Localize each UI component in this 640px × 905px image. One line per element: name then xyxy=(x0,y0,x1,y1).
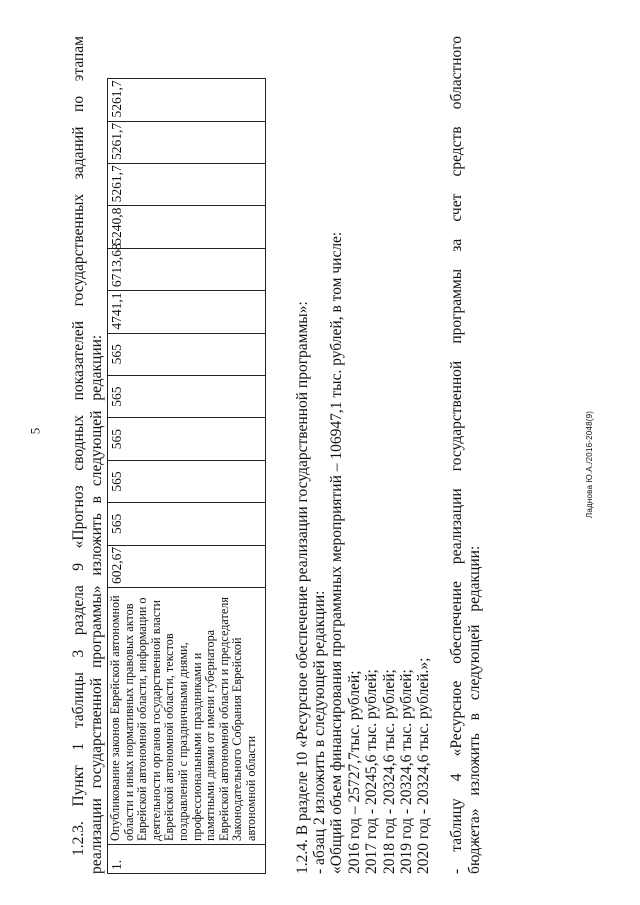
section-resources xyxy=(294,36,433,874)
table-cell: 5240,8 xyxy=(108,206,266,248)
table-cell: 6713,68 xyxy=(108,248,266,290)
document-code: Ладнова Ю.А./2016-2048(9) xyxy=(585,410,595,519)
table-cell: 565 xyxy=(108,333,266,375)
table-cell: 602,67 xyxy=(108,545,266,587)
year-line: 2017 год - 20245,6 тыс. рублей; xyxy=(363,669,381,874)
table-cell: 5261,7 xyxy=(108,79,266,122)
section-heading: 1.2.4. В разделе 10 «Ресурсное обеспечение реализации государственной программы»: xyxy=(293,301,311,874)
row-description: Опубликование законов Еврейской автономной области и иных нормативных правовых актов Еврейской автономной области, информации о деятельности органов государственной власти Еврейской автономной области, текстов поздравлений с праздничными днями, профессиональными праздниками и памятными днями от имени губернатора Еврейской автономной области и председателя Законодательного Собрания Еврейской автономной области xyxy=(108,588,266,845)
year-line: 2016 год – 25727,7тыс. рублей; xyxy=(345,670,363,874)
year-line: 2019 год - 20324,6 тыс. рублей; xyxy=(397,669,415,874)
table-cell: 565 xyxy=(108,418,266,460)
table-cell: 565 xyxy=(108,503,266,545)
table-cell: 565 xyxy=(108,375,266,417)
table4-paragraph: - таблицу 4 «Ресурсное обеспечение реализации государственной программы за счет средств областного бюджета» изложить в следующей редакции: xyxy=(448,36,483,874)
section-subitem: - абзац 2 изложить в следующей редакции: xyxy=(310,590,328,874)
year-line: 2020 год - 20324,6 тыс. рублей.»; xyxy=(415,657,433,874)
intro-paragraph: 1.2.3. Пункт 1 таблицы 3 раздела 9 «Прогноз сводных показателей государственных заданий по этапам реализации государственной программы» изложить в следующей редакции: xyxy=(70,36,105,874)
table-cell: 5261,7 xyxy=(108,163,266,205)
table-row xyxy=(108,79,266,874)
table-cell: 565 xyxy=(108,460,266,502)
rotated-document-body xyxy=(70,36,540,874)
indicators-table xyxy=(107,78,266,874)
table-cell: 5261,7 xyxy=(108,121,266,163)
table-cell: 4741,1 xyxy=(108,291,266,333)
year-line: 2018 год - 20324,6 тыс. рублей; xyxy=(380,669,398,874)
page-number: 5 xyxy=(27,427,43,435)
row-number: 1. xyxy=(108,845,266,874)
financing-total: «Общий объем финансирования программных мероприятий – 106947,1 тыс. рублей, в том числе: xyxy=(328,231,346,874)
